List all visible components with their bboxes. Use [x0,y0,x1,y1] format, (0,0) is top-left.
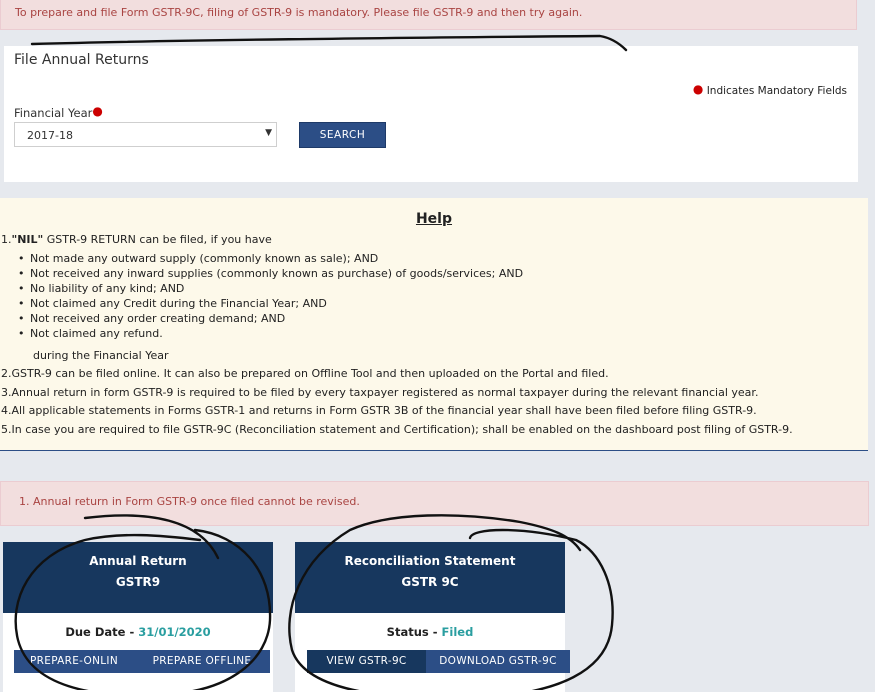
help-item-2: 2.GSTR-9 can be filed online. It can also be prepared on Offline Tool and then uploaded on the Portal and filed. [1,367,609,380]
card-subtitle: GSTR 9C [401,575,459,589]
help-title: Help [415,211,453,227]
financial-year-value: 2017-18 [27,129,73,142]
view-gstr9c-button[interactable]: VIEW GSTR-9C [307,650,426,673]
card-header [3,542,273,613]
error-banner [0,0,857,30]
annual-return-card [3,542,273,692]
list-item: • Not claimed any Credit during the Financial Year; AND [18,297,523,312]
help-item-1 [1,233,272,246]
card-header [295,542,565,613]
mandatory-note-text: Indicates Mandatory Fields [706,85,847,97]
required-dot-icon: ● [92,104,103,118]
prepare-offline-button[interactable]: PREPARE OFFLINE [134,650,270,673]
help-item-5: 5.In case you are required to file GSTR-9C (Reconciliation statement and Certification); shall be enabled on the dashboard post filing of GSTR-9. [1,423,793,436]
due-date-label: Due Date - [65,625,135,639]
list-item: • Not received any inward supplies (commonly known as purchase) of goods/services; AND [18,267,523,282]
status-label: Status - [386,625,438,639]
help-panel [0,198,868,451]
help-during-text: during the Financial Year [33,349,169,362]
info-banner [0,481,869,526]
list-item: • Not claimed any refund. [18,327,523,342]
info-message: 1. Annual return in Form GSTR-9 once filed cannot be revised. [19,495,360,508]
help-item-1-num: 1. [1,233,12,246]
due-date [3,625,273,639]
status-value: Filed [441,625,474,639]
reconciliation-statement-card [295,542,565,692]
help-item-1-text: GSTR-9 RETURN can be filed, if you have [43,233,272,246]
prepare-online-button[interactable]: PREPARE-ONLIN [14,650,134,673]
help-item-1-bold: "NIL" [11,233,44,246]
help-item-3: 3.Annual return in form GSTR-9 is required to be filed by every taxpayer registered as normal taxpayer during the relevant financial year. [1,386,759,399]
card-title: Annual Return [89,554,187,568]
error-message: To prepare and file Form GSTR-9C, filing of GSTR-9 is mandatory. Please file GSTR-9 and then try again. [15,6,583,19]
nil-conditions-list [18,252,523,342]
financial-year-select[interactable] [14,122,277,147]
list-item: • Not received any order creating demand; AND [18,312,523,327]
file-annual-returns-panel [4,46,858,182]
help-item-4: 4.All applicable statements in Forms GSTR-1 and returns in Form GSTR 3B of the financial year shall have been filed before filing GSTR-9. [1,404,757,417]
list-item: • No liability of any kind; AND [18,282,523,297]
card-subtitle: GSTR9 [115,575,161,589]
mandatory-note [693,82,847,97]
card-title: Reconciliation Statement [344,554,516,568]
list-item: • Not made any outward supply (commonly known as sale); AND [18,252,523,267]
chevron-down-icon: ▼ [265,128,272,138]
status [295,625,565,639]
financial-year-label-text: Financial Year [14,106,93,120]
search-button[interactable]: SEARCH [299,122,386,148]
required-dot-icon: ● [692,82,704,96]
financial-year-label [14,104,103,120]
download-gstr9c-button[interactable]: DOWNLOAD GSTR-9C [426,650,570,673]
due-date-value: 31/01/2020 [138,625,211,639]
panel-title: File Annual Returns [14,52,149,68]
